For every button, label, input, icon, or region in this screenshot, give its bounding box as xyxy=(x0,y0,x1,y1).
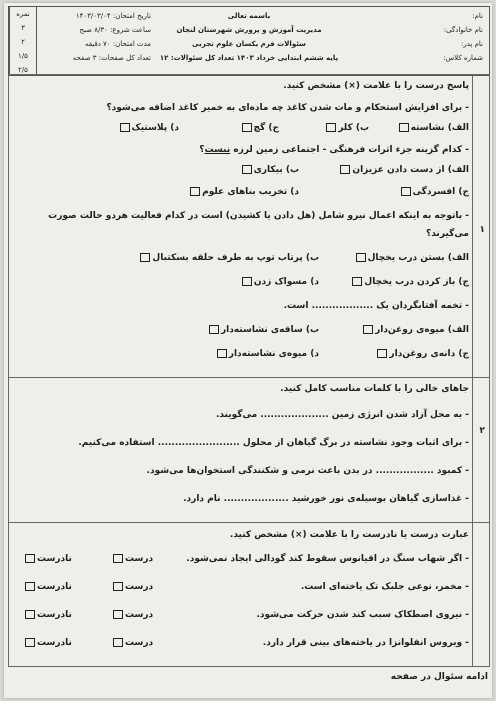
score-header: نمره xyxy=(16,10,30,18)
checkbox[interactable] xyxy=(25,610,35,619)
question-number-column xyxy=(472,522,489,666)
q1b-stem: - کدام گزینه جزء اثرات فرهنگی - اجتماعی زمین لرزه نیست؟ xyxy=(199,145,469,155)
q3-item-4-true[interactable]: درست xyxy=(111,638,153,648)
q3-item-1: - اگر شهاب سنگ در اقیانوس سقوط کند گودالی ایجاد نمی‌شود. xyxy=(186,554,469,564)
q1a-option-3[interactable]: ج) گچ xyxy=(240,123,279,133)
checkbox[interactable] xyxy=(242,123,252,132)
checkbox[interactable] xyxy=(113,554,123,563)
score-3: ۱/۵ xyxy=(18,52,28,60)
q1a-option-2[interactable]: ب) کلر xyxy=(324,123,369,133)
checkbox[interactable] xyxy=(377,349,387,358)
father-label: نام پدر: xyxy=(460,40,483,48)
checkbox[interactable] xyxy=(401,187,411,196)
q2-line-2[interactable]: - برای اثبات وجود نشاسته در برگ گیاهان از محلول ........................ استفاده می‌کنیم. xyxy=(78,438,469,448)
class-label: شماره کلاس: xyxy=(443,54,483,62)
exam-date: تاریخ امتحان: ۱۴۰۳/۰۳/۰۴ xyxy=(75,12,151,20)
checkbox[interactable] xyxy=(217,349,227,358)
question-1-section xyxy=(8,74,490,378)
q3-item-4-false[interactable]: نادرست xyxy=(23,638,72,648)
student-info xyxy=(443,9,483,65)
q1b-option-4[interactable]: د) تخریب بناهای علوم xyxy=(188,187,299,197)
question-number-column xyxy=(472,376,489,522)
checkbox[interactable] xyxy=(113,638,123,647)
checkbox[interactable] xyxy=(399,123,409,132)
exam-meta xyxy=(73,9,151,65)
exam-title: باسمه تعالی xyxy=(227,12,271,20)
family-label: نام خانوادگی: xyxy=(443,26,483,34)
checkbox[interactable] xyxy=(25,554,35,563)
score-column xyxy=(9,7,37,75)
score-1: ۳ xyxy=(21,24,25,32)
question-2-section xyxy=(8,376,490,523)
checkbox[interactable] xyxy=(113,610,123,619)
q2-line-4[interactable]: - غذاسازی گیاهان بوسیله‌ی نور خورشید ................... نام دارد. xyxy=(183,494,469,504)
q1a-stem: - برای افزایش استحکام و مات شدن کاغذ چه ماده‌ای به خمیر کاغذ اضافه می‌شود؟ xyxy=(106,103,469,113)
q1d-option-1[interactable]: الف) میوه‌ی روغن‌دار xyxy=(361,325,469,335)
exam-pages: تعداد کل صفحات: ۳ صفحه xyxy=(72,54,151,62)
q1b-option-2[interactable]: ب) بیکاری xyxy=(240,165,299,175)
q3-item-1-false[interactable]: نادرست xyxy=(23,554,72,564)
q2-instruction: جاهای خالی را با کلمات مناسب کامل کنید. xyxy=(280,384,469,394)
continue-footer: ادامه سئوال در صفحه xyxy=(390,672,488,682)
q1d-stem: - تخمه آفتابگردان یک .................. است. xyxy=(283,301,469,311)
q1c-option-4[interactable]: د) مسواک زدن xyxy=(240,277,319,287)
q1d-option-2[interactable]: ب) ساقه‌ی نشاسته‌دار xyxy=(207,325,319,335)
q1d-option-3[interactable]: ج) دانه‌ی روغن‌دار xyxy=(375,349,469,359)
checkbox[interactable] xyxy=(242,165,252,174)
question-2-number: ۲ xyxy=(479,426,485,436)
exam-start: ساعت شروع: ۸/۳۰ صبح xyxy=(79,26,151,34)
question-3-section xyxy=(8,522,490,667)
checkbox[interactable] xyxy=(363,325,373,334)
q1a-option-4[interactable]: د) پلاستیک xyxy=(118,123,180,133)
q3-instruction: عبارت درست یا نادرست را با علامت (×) مشخص کنید. xyxy=(229,530,469,540)
org-line-1: مدیریت آموزش و پرورش شهرستان لنجان xyxy=(176,26,322,34)
question-1-number: ۱ xyxy=(479,225,485,235)
checkbox[interactable] xyxy=(25,638,35,647)
checkbox[interactable] xyxy=(352,277,362,286)
q3-item-3: - نیروی اصطکاک سبب کند شدن حرکت می‌شود. xyxy=(256,610,469,620)
checkbox[interactable] xyxy=(190,187,200,196)
q1c-option-2[interactable]: ب) پرتاب توپ به طرف حلقه بسکتبال xyxy=(138,253,319,263)
q1b-option-3[interactable]: ج) افسردگی xyxy=(399,187,469,197)
q1d-option-4[interactable]: د) میوه‌ی نشاسته‌دار xyxy=(215,349,319,359)
q2-line-3[interactable]: - کمبود ................. در بدن باعث نرمی و شکنندگی استخوان‌ها می‌شود. xyxy=(146,466,469,476)
checkbox[interactable] xyxy=(113,582,123,591)
checkbox[interactable] xyxy=(340,165,350,174)
checkbox[interactable] xyxy=(25,582,35,591)
q1a-option-1[interactable]: الف) نشاسته xyxy=(397,123,469,133)
q3-item-1-true[interactable]: درست xyxy=(111,554,153,564)
question-number-column xyxy=(472,75,489,377)
exam-title-block xyxy=(159,9,339,65)
checkbox[interactable] xyxy=(242,277,252,286)
checkbox[interactable] xyxy=(140,253,150,262)
name-label: نام: xyxy=(472,12,483,20)
exam-header xyxy=(8,6,490,76)
q3-item-2-false[interactable]: نادرست xyxy=(23,582,72,592)
checkbox[interactable] xyxy=(209,325,219,334)
exam-duration: مدت امتحان: ۷۰ دقیقه xyxy=(84,40,151,48)
score-4: ۲/۵ xyxy=(18,66,28,74)
q1c-option-3[interactable]: ج) باز کردن درب یخچال xyxy=(350,277,469,287)
q3-item-3-false[interactable]: نادرست xyxy=(23,610,72,620)
q3-item-2: - مخمر، نوعی جلبک تک یاخته‌ای است. xyxy=(300,582,469,592)
q1b-option-1[interactable]: الف) از دست دادن عزیزان xyxy=(338,165,469,175)
q1-instruction: پاسخ درست را با علامت (×) مشخص کنید. xyxy=(283,81,469,91)
q2-line-1[interactable]: - به محل آزاد شدن انرژی زمین .................... می‌گویند. xyxy=(215,410,469,420)
q1c-stem: - باتوجه به اینکه اعمال نیرو شامل (هل دادن یا کشیدن) است در کدام فعالیت هردو حالت صورت xyxy=(48,211,469,221)
checkbox[interactable] xyxy=(326,123,336,132)
q3-item-4: - ویروس انفلوانزا در یاخته‌های بینی قرار دارد. xyxy=(262,638,469,648)
q3-item-3-true[interactable]: درست xyxy=(111,610,153,620)
checkbox[interactable] xyxy=(356,253,366,262)
q1c-option-1[interactable]: الف) بستن درب یخچال xyxy=(354,253,469,263)
q1c-stem-2: می‌گیرند؟ xyxy=(426,229,469,239)
score-2: ۲ xyxy=(21,38,25,46)
org-line-2: سئوالات فرم یکسان علوم تجربی xyxy=(192,40,306,48)
q3-item-2-true[interactable]: درست xyxy=(111,582,153,592)
org-line-3: پایه ششم ابتدایی خرداد ۱۴۰۳ تعداد کل سئوالات: ۱۲ xyxy=(159,54,339,62)
checkbox[interactable] xyxy=(120,123,130,132)
